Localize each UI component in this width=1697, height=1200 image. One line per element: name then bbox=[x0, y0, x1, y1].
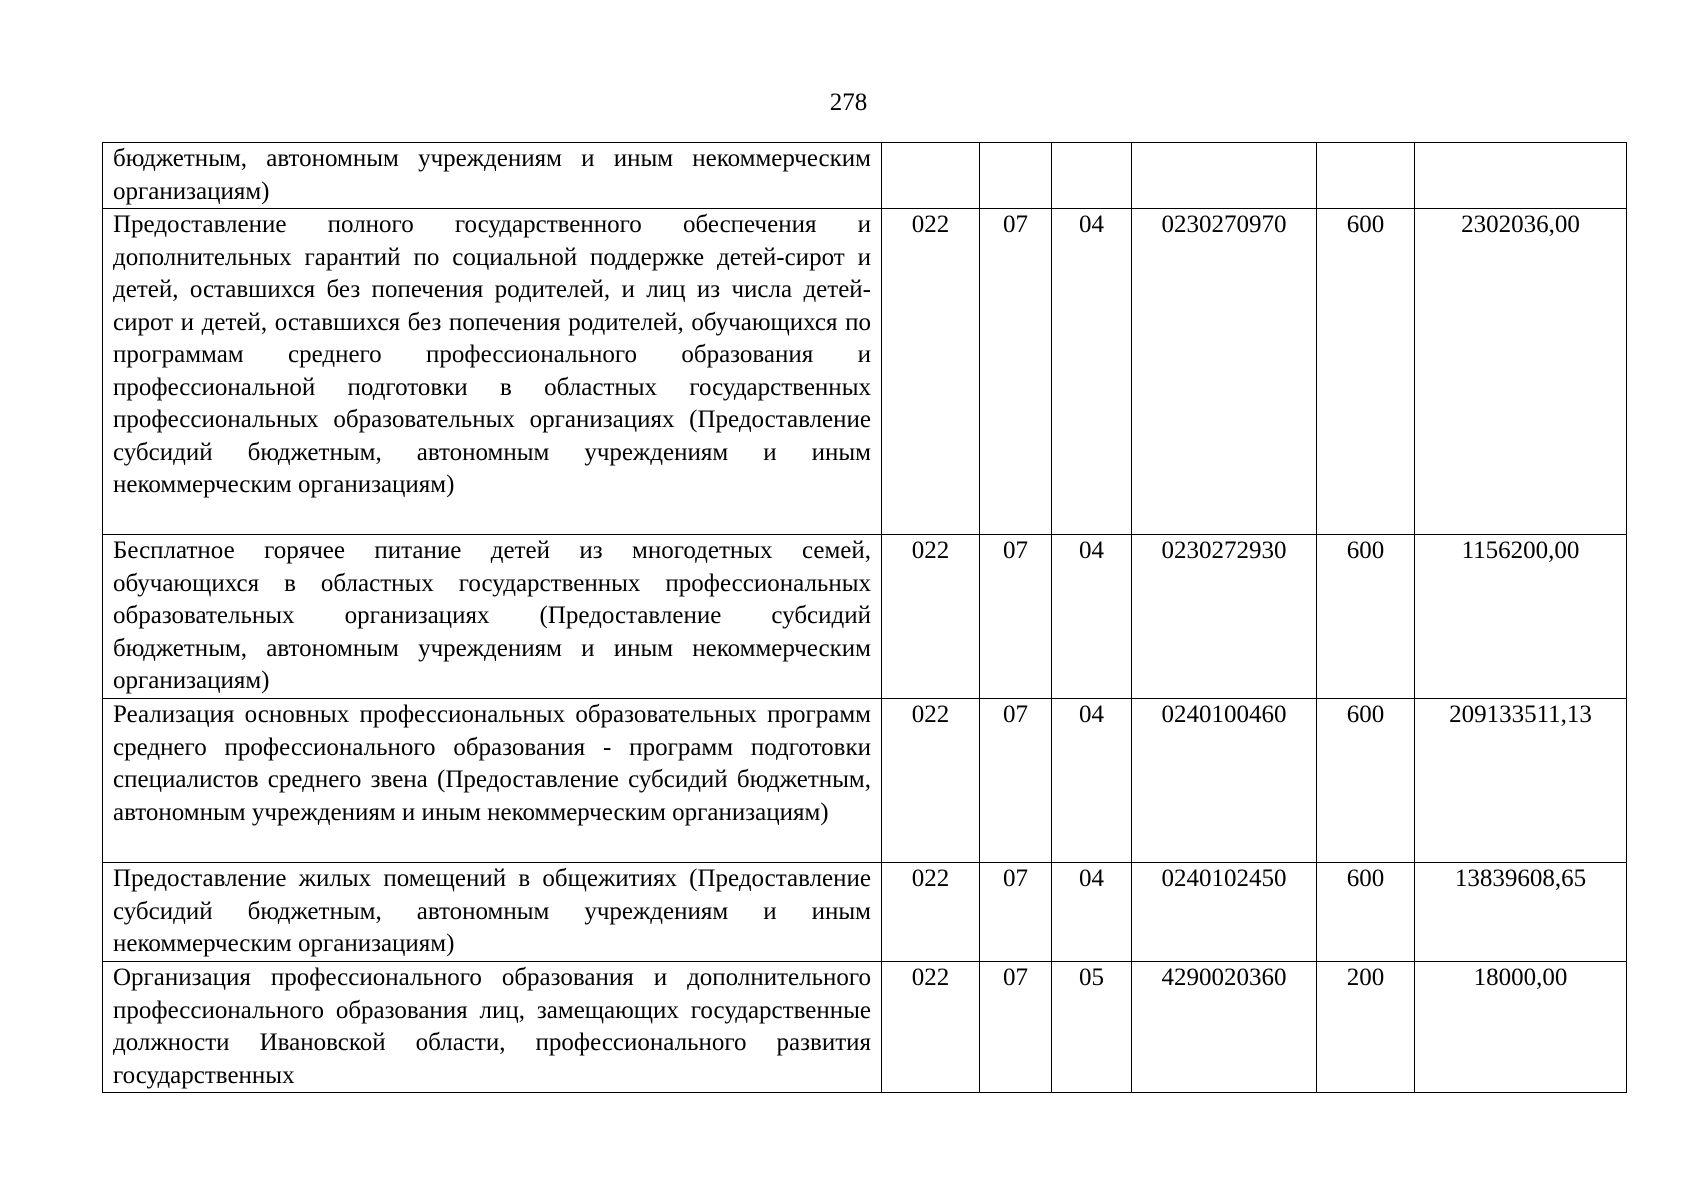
row-subsection-code: 04 bbox=[1052, 699, 1132, 863]
row-amount: 2302036,00 bbox=[1415, 209, 1627, 535]
row-section-code: 07 bbox=[980, 699, 1052, 863]
page-number: 278 bbox=[829, 89, 868, 116]
row-section-code: 07 bbox=[980, 863, 1052, 962]
row-amount: 18000,00 bbox=[1415, 962, 1627, 1093]
row-target-article: 0230272930 bbox=[1132, 535, 1317, 699]
row-expense-type: 600 bbox=[1317, 699, 1415, 863]
row-description: Бесплатное горячее питание детей из многодетных семей, обучающихся в областных государственных профессиональных образовательных организациях (Предоставление субсидий бюджетным, автономным учреждениям и иным некоммерческим организациям) bbox=[103, 535, 882, 699]
row-expense-type: 600 bbox=[1317, 535, 1415, 699]
row-section-code: 07 bbox=[980, 535, 1052, 699]
row-description: Реализация основных профессиональных образовательных программ среднего профессионального образования - программ подготовки специалистов среднего звена (Предоставление субсидий бюджетным, автономным учреждениям и иным некоммерческим организациям) bbox=[103, 699, 882, 863]
row-section-code: 07 bbox=[980, 962, 1052, 1093]
row-section-code bbox=[980, 143, 1052, 209]
row-target-article: 0240100460 bbox=[1132, 699, 1317, 863]
table-row bbox=[103, 863, 1627, 962]
row-amount: 13839608,65 bbox=[1415, 863, 1627, 962]
row-target-article: 4290020360 bbox=[1132, 962, 1317, 1093]
row-description: Предоставление полного государственного обеспечения и дополнительных гарантий по социальной поддержке детей-сирот и детей, оставшихся без попечения родителей, и лиц из числа детей-сирот и детей, оставшихся без попечения родителей, обучающихся по программам среднего профессионального образования и профессиональной подготовки в областных государственных профессиональных образовательных организациях (Предоставление субсидий бюджетным, автономным учреждениям и иным некоммерческим организациям) bbox=[103, 209, 882, 535]
row-gr-code: 022 bbox=[882, 209, 980, 535]
table-row bbox=[103, 209, 1627, 535]
row-subsection-code: 04 bbox=[1052, 535, 1132, 699]
row-expense-type bbox=[1317, 143, 1415, 209]
row-description: Предоставление жилых помещений в общежитиях (Предоставление субсидий бюджетным, автономным учреждениям и иным некоммерческим организациям) bbox=[103, 863, 882, 962]
row-subsection-code: 04 bbox=[1052, 863, 1132, 962]
row-expense-type: 600 bbox=[1317, 863, 1415, 962]
row-target-article bbox=[1132, 143, 1317, 209]
row-target-article: 0240102450 bbox=[1132, 863, 1317, 962]
budget-table bbox=[102, 142, 1627, 1093]
row-gr-code: 022 bbox=[882, 699, 980, 863]
row-amount: 1156200,00 bbox=[1415, 535, 1627, 699]
row-target-article: 0230270970 bbox=[1132, 209, 1317, 535]
row-gr-code: 022 bbox=[882, 535, 980, 699]
row-section-code: 07 bbox=[980, 209, 1052, 535]
row-description: бюджетным, автономным учреждениям и иным некоммерческим организациям) bbox=[103, 143, 882, 209]
table-row bbox=[103, 962, 1627, 1093]
row-gr-code: 022 bbox=[882, 962, 980, 1093]
row-amount: 209133511,13 bbox=[1415, 699, 1627, 863]
table-row bbox=[103, 699, 1627, 863]
row-amount bbox=[1415, 143, 1627, 209]
table-row bbox=[103, 143, 1627, 209]
row-gr-code bbox=[882, 143, 980, 209]
row-subsection-code: 05 bbox=[1052, 962, 1132, 1093]
row-description: Организация профессионального образования и дополнительного профессионального образования лиц, замещающих государственные должности Ивановской области, профессионального развития государственных bbox=[103, 962, 882, 1093]
row-expense-type: 200 bbox=[1317, 962, 1415, 1093]
row-expense-type: 600 bbox=[1317, 209, 1415, 535]
row-gr-code: 022 bbox=[882, 863, 980, 962]
row-subsection-code: 04 bbox=[1052, 209, 1132, 535]
table-row bbox=[103, 535, 1627, 699]
row-subsection-code bbox=[1052, 143, 1132, 209]
